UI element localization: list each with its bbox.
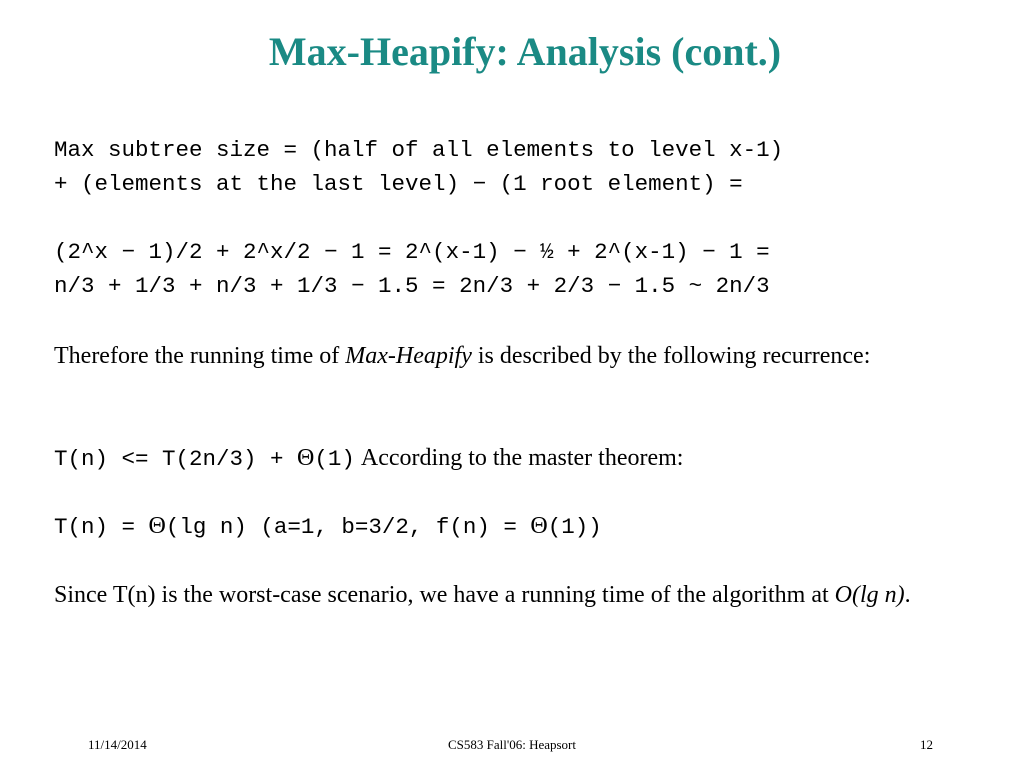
solution-code-middle: (lg n) (a=1, b=3/2, f(n) = (165, 514, 531, 540)
solution-line (54, 509, 602, 544)
recurrence-code-end: (1) (314, 446, 355, 472)
solution-code: T(n) = (54, 514, 149, 540)
conclusion-text-start: Since T(n) is the worst-case scenario, we have a running time of the algorithm at (54, 582, 835, 608)
conclusion-text-end: . (904, 582, 911, 608)
solution-code-end: (1)) (547, 514, 602, 540)
derivation-line-1: (2^x − 1)/2 + 2^x/2 − 1 = 2^(x-1) − ½ + 2^(x-1) − 1 = (54, 239, 770, 265)
subtree-size-line-2: + (elements at the last level) − (1 root element) = (54, 171, 743, 197)
subtree-size-line-1: Max subtree size = (half of all elements to level x-1) (54, 137, 784, 163)
running-time-text-end: is described by the following recurrence: (471, 343, 871, 369)
recurrence-line (54, 441, 683, 476)
running-time-text-start: Therefore the running time of (54, 343, 346, 369)
footer-page-number: 12 (920, 737, 933, 752)
conclusion-paragraph (54, 578, 984, 612)
derivation-line-2: n/3 + 1/3 + n/3 + 1/3 − 1.5 = 2n/3 + 2/3 − 1.5 ~ 2n/3 (54, 273, 770, 299)
footer-date: 11/14/2014 (88, 737, 147, 752)
max-heapify-term: Max-Heapify (345, 343, 472, 369)
running-time-paragraph (54, 339, 954, 373)
recurrence-code: T(n) <= T(2n/3) + (54, 446, 298, 472)
theta-symbol: Θ (297, 445, 315, 471)
theta-symbol: Θ (148, 513, 166, 539)
slide-title: Max-Heapify: Analysis (cont.) (268, 29, 782, 74)
complexity-term: O(lg n) (834, 582, 905, 608)
master-theorem-note: According to the master theorem: (354, 445, 684, 471)
footer-course: CS583 Fall'06: Heapsort (447, 737, 576, 752)
theta-symbol: Θ (530, 513, 548, 539)
